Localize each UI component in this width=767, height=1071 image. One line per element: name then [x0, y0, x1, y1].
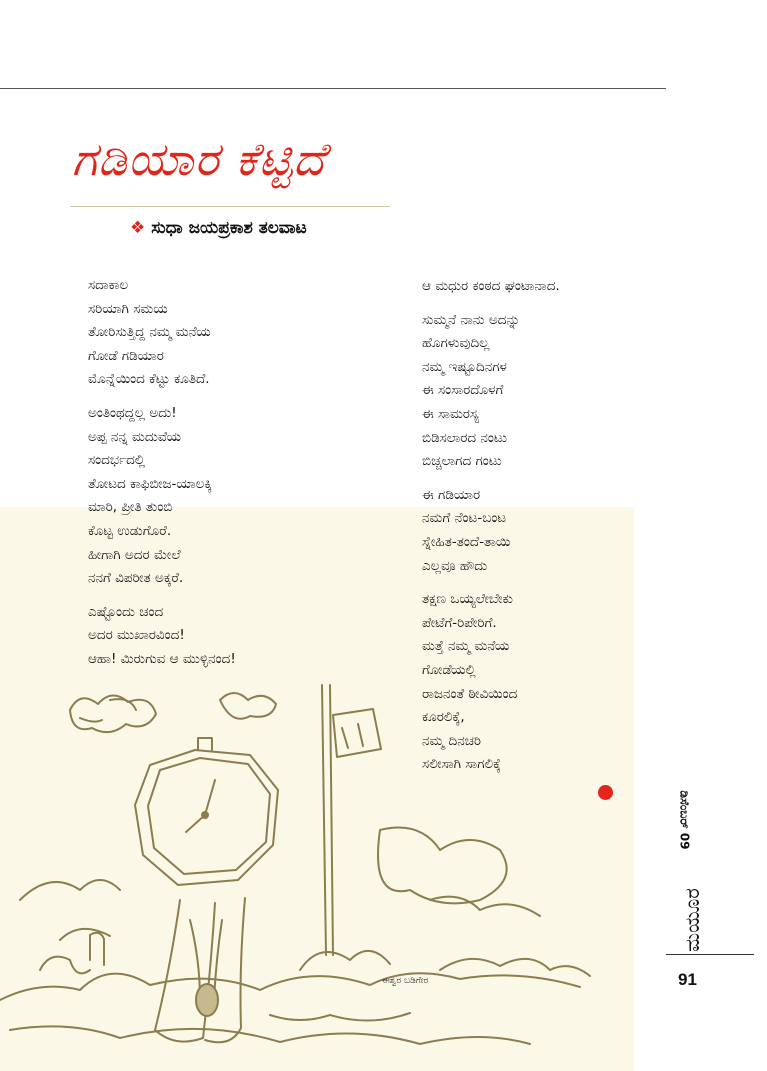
author-name: ಸುಧಾ ಜಯಪ್ರಕಾಶ ತಲವಾಟ — [151, 218, 307, 238]
poem-line: ಈ ಸಂಸಾರದೊಳಗೆ — [422, 382, 504, 399]
poem-line: ಕೊಟ್ಟ ಉಡುಗೊರೆ. — [88, 522, 172, 539]
poem-line: ಸರಿಯಾಗಿ ಸಮಯ — [88, 300, 168, 317]
poem-line: ನಮ್ಮ ಇಷ್ಟೂದಿನಗಳ — [422, 358, 507, 375]
clock-illustration — [0, 670, 634, 1071]
poem-line: ತೋರಿಸುತ್ತಿದ್ದ ನಮ್ಮ ಮನೆಯ — [88, 324, 211, 341]
red-dot-marker — [598, 785, 613, 800]
poem-line: ಹೊಗಳುವುದಿಲ್ಲ — [422, 335, 490, 352]
poem-line: ನನಗೆ ವಿಪರೀತ ಅಕ್ಕರೆ. — [88, 570, 184, 587]
poem-line: ಗೋಡೆಯಲ್ಲಿ — [422, 661, 476, 678]
poem-line: ಅಪ್ಪ ನನ್ನ ಮದುವೆಯ — [88, 428, 182, 445]
poem-line: ಆಹಾ! ಮಿರುಗುವ ಆ ಮುಳ್ಳಿನಂದ! — [88, 650, 236, 667]
poem-line: ಈ ಸಾಮರಸ್ಯ — [422, 405, 479, 422]
poem-line: ಸ್ನೇಹಿತ-ತಂದೆ-ತಾಯಿ — [422, 533, 511, 550]
issue-date — [672, 775, 696, 865]
stanza — [88, 402, 236, 591]
poem-line: ತೋಟದ ಕಾಫಿಬೀಜ-ಯಾಲಕ್ಕಿ — [88, 475, 212, 492]
poem-line: ಎಷ್ಟೊಂದು ಚಂದ — [88, 603, 164, 620]
stanza — [88, 274, 236, 392]
author-byline — [130, 218, 307, 238]
issue-date-text: ಡಿಸೆಂಬರ್ 09 — [677, 790, 692, 850]
page-number: 91 — [678, 970, 697, 989]
poem-line: ಸಂದರ್ಭದಲ್ಲಿ — [88, 452, 146, 469]
poem-line: ರಾಜನಂತೆ ಠೀವಿಯಿಂದ — [422, 685, 518, 702]
poem-line: ಬಿಡಿಸಲಾರದ ನಂಟು — [422, 429, 508, 446]
poem-line: ಅದರ ಮುಖಾರವಿಂದ! — [88, 627, 185, 644]
stanza — [422, 275, 560, 299]
stanza — [422, 309, 560, 474]
poem-column-left — [88, 274, 236, 682]
poem-line: ಎಲ್ಲವೂ ಹೌದು — [422, 557, 488, 574]
diamond-bullet-icon: ❖ — [130, 218, 146, 238]
poem-line: ಗೋಡೆ ಗಡಿಯಾರ — [88, 347, 164, 364]
poem-line: ಅಂತಿಂಥದ್ದಲ್ಲ ಅದು! — [88, 404, 177, 421]
stanza — [88, 601, 236, 672]
poem-line: ಮೊನ್ನೆಯಿಂದ ಕೆಟ್ಟು ಕೂತಿದೆ. — [88, 371, 210, 388]
poem-line: ಸದಾಕಾಲ — [88, 277, 129, 293]
poem-line: ಈ ಗಡಿಯಾರ — [422, 486, 481, 503]
poem-line: ಬಿಚ್ಚಲಾಗದ ಗಂಟು — [422, 453, 502, 470]
poem-line: ಪೇಟೆಗೆ-ರಿಪೇರಿಗೆ. — [422, 614, 497, 631]
poem-line: ಹೀಗಾಗಿ ಅದರ ಮೇಲೆ — [88, 546, 181, 563]
poem-line: ತಕ್ಷಣ ಒಯ್ಯಲೇಬೇಕು — [422, 591, 513, 608]
poem-line: ನಮಗೆ ನೆಂಟ-ಬಂಟ — [422, 510, 507, 527]
magazine-name — [680, 890, 704, 950]
poem-line: ಕೂರಲಿಕ್ಕೆ, — [422, 709, 465, 726]
stanza — [422, 484, 560, 578]
top-rule — [0, 88, 666, 89]
illustration-credit: ಈಶ್ವರ ಬಡಿಗೇರ — [382, 976, 429, 986]
poem-line: ಸಲೀಸಾಗಿ ಸಾಗಲಿಕ್ಕೆ — [422, 756, 502, 773]
magazine-name-text: ಮಯೂರ — [680, 888, 704, 952]
footer-rule — [666, 954, 754, 955]
poem-line: ಸುಮ್ಮನೆ ನಾನು ಅದನ್ನು — [422, 311, 521, 328]
poem-line: ಮಾರಿ, ಪ್ರೀತಿ ತುಂಬಿ — [88, 499, 173, 516]
poem-line: ನಮ್ಮ ದಿನಚರಿ — [422, 732, 482, 749]
title-divider — [70, 206, 390, 207]
poem-title: ಗಡಿಯಾರ ಕೆಟ್ಟಿದೆ — [72, 132, 326, 186]
poem-line: ಮತ್ತೆ ನಮ್ಮ ಮನೆಯ — [422, 638, 510, 655]
poem-line: ಆ ಮಧುರ ಕಂಠದ ಘಂಟಾನಾದ. — [422, 278, 560, 294]
